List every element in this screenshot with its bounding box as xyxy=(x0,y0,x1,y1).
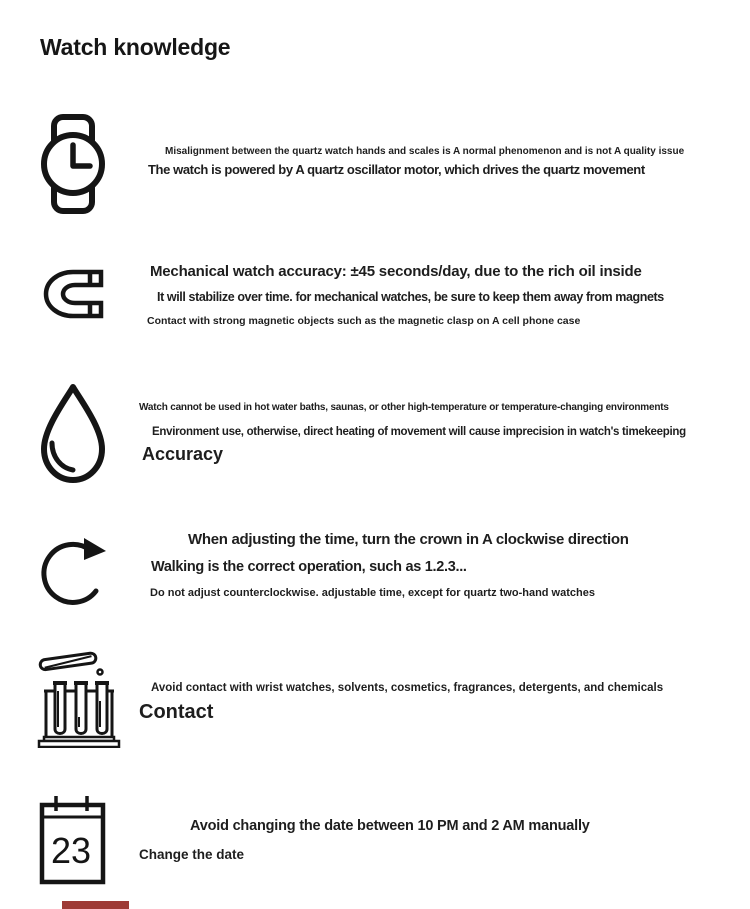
page-title: Watch knowledge xyxy=(40,34,231,60)
section-text-line: Avoid changing the date between 10 PM and 2 AM manually xyxy=(190,818,590,834)
section-text-line: It will stabilize over time. for mechanical watches, be sure to keep them away from magnets xyxy=(157,290,664,304)
section-text-line: Mechanical watch accuracy: ±45 seconds/day, due to the rich oil inside xyxy=(150,263,642,280)
section-text-line: Contact with strong magnetic objects such as the magnetic clasp on A cell phone case xyxy=(147,315,581,327)
watch-icon xyxy=(40,113,106,215)
magnet-icon xyxy=(41,266,105,322)
section-text-line: Walking is the correct operation, such as 1.2.3... xyxy=(151,559,467,575)
section-text-line: Environment use, otherwise, direct heating of movement will cause imprecision in watch's timekeeping xyxy=(152,426,686,438)
calendar-icon xyxy=(39,794,107,886)
section-text-line: Watch cannot be used in hot water baths, saunas, or other high-temperature or temperature-changing environments xyxy=(139,402,669,413)
section-heading-accuracy: Accuracy xyxy=(142,444,224,464)
section-text-line: Avoid contact with wrist watches, solvents, cosmetics, fragrances, detergents, and chemicals xyxy=(151,682,664,694)
section-text-line: Change the date xyxy=(139,847,245,862)
section-text-line: When adjusting the time, turn the crown in A clockwise direction xyxy=(188,531,629,548)
calendar-day-number: 23 xyxy=(50,830,92,871)
section-text-line: Do not adjust counterclockwise. adjustable time, except for quartz two-hand watches xyxy=(150,587,595,599)
section-text-line: Misalignment between the quartz watch hands and scales is A normal phenomenon and is not A quality issue xyxy=(165,146,685,157)
section-text-line: The watch is powered by A quartz oscillator motor, which drives the quartz movement xyxy=(148,162,645,177)
water-drop-icon xyxy=(34,381,112,487)
clockwise-arrow-icon xyxy=(38,527,110,613)
section-heading-contact: Contact xyxy=(139,701,214,723)
accent-bar xyxy=(62,901,129,909)
test-tubes-icon xyxy=(36,645,121,748)
